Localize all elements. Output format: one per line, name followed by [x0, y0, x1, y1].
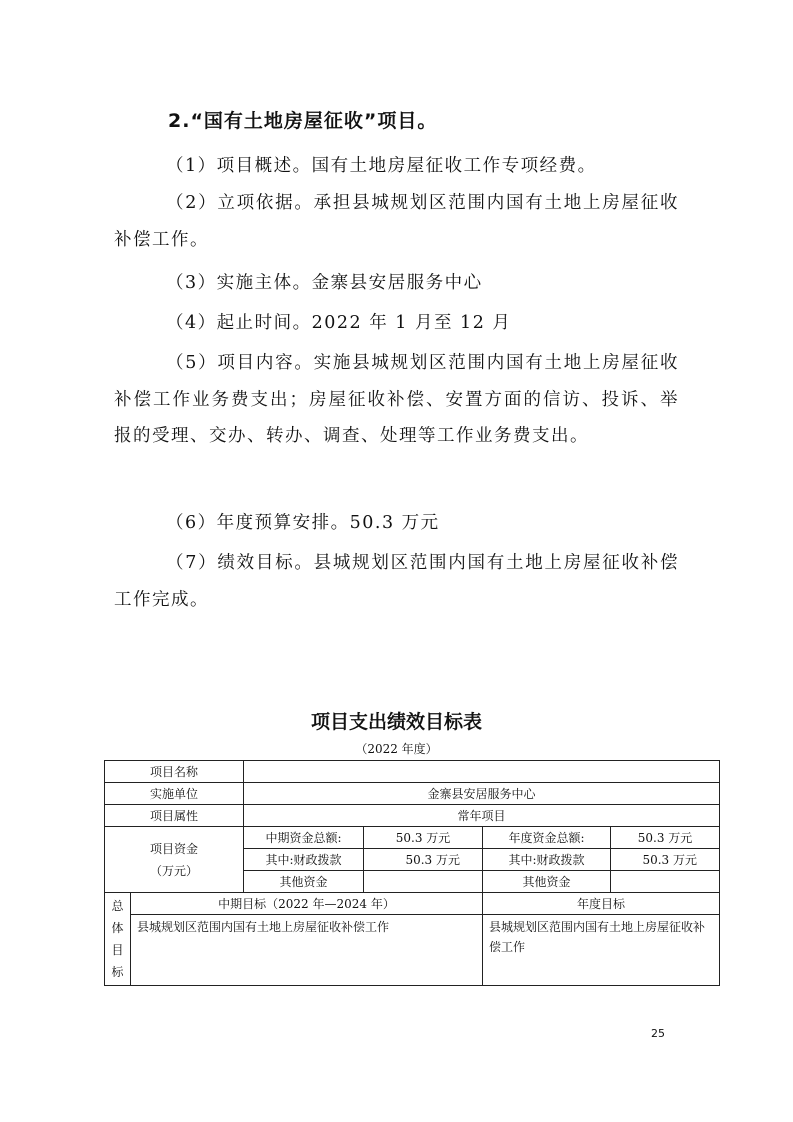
funds-label-line1: 项目资金 — [150, 841, 199, 856]
paragraph-basis: （2）立项依据。承担县城规划区范围内国有土地上房屋征收补偿工作。 — [114, 193, 679, 250]
paragraph-period: （4）起止时间。2022 年 1 月至 12 月 — [166, 313, 512, 333]
mid-other-label: 其他资金 — [244, 871, 364, 893]
paragraph-budget: （6）年度预算安排。50.3 万元 — [166, 513, 440, 533]
annual-total-value: 50.3 万元 — [611, 827, 720, 849]
funds-label — [105, 827, 244, 893]
paragraph-overview: （1）项目概述。国有土地房屋征收工作专项经费。 — [166, 156, 597, 176]
overall-goal-char: 体 — [111, 921, 124, 935]
table-row — [105, 783, 720, 805]
table-title: 项目支出绩效目标表 — [310, 711, 482, 733]
section-heading: 2.“国有土地房屋征收”项目。 — [168, 110, 438, 132]
annual-fiscal-value: 50.3 万元 — [611, 849, 720, 871]
paragraph-subject: （3）实施主体。金寨县安居服务中心 — [166, 273, 483, 293]
funds-label-line2: （万元） — [150, 863, 199, 878]
table-year: （2022 年度） — [355, 742, 438, 756]
mid-goal-header: 中期目标（2022 年—2024 年） — [131, 893, 483, 915]
mid-fiscal-value: 50.3 万元 — [364, 849, 483, 871]
annual-goal-header: 年度目标 — [483, 893, 720, 915]
table-row — [105, 893, 720, 915]
attribute-value: 常年项目 — [244, 805, 720, 827]
performance-target-table — [104, 760, 720, 986]
mid-total-value: 50.3 万元 — [364, 827, 483, 849]
overall-goal-label — [105, 893, 131, 986]
overall-goal-char: 标 — [111, 965, 124, 979]
overall-goal-char: 目 — [111, 943, 124, 957]
table-row — [105, 914, 720, 985]
paragraph-goal: （7）绩效目标。县城规划区范围内国有土地上房屋征收补偿工作完成。 — [114, 553, 679, 610]
mid-total-label: 中期资金总额: — [244, 827, 364, 849]
annual-fiscal-label: 其中:财政拨款 — [483, 849, 611, 871]
unit-label: 实施单位 — [105, 783, 244, 805]
table-row — [105, 827, 720, 849]
attribute-label: 项目属性 — [105, 805, 244, 827]
paragraph-content: （5）项目内容。实施县城规划区范围内国有土地上房屋征收补偿工作业务费支出；房屋征收补偿、安置方面的信访、投诉、举报的受理、交办、转办、调查、处理等工作业务费支出。 — [114, 353, 679, 446]
page-number: 25 — [651, 1027, 665, 1040]
mid-other-value — [364, 871, 483, 893]
annual-other-label: 其他资金 — [483, 871, 611, 893]
table-row — [105, 805, 720, 827]
overall-goal-char: 总 — [111, 899, 124, 913]
mid-goal-text: 县城规划区范围内国有土地上房屋征收补偿工作 — [131, 914, 483, 985]
project-name-label: 项目名称 — [105, 761, 244, 783]
table-row — [105, 761, 720, 783]
mid-fiscal-label: 其中:财政拨款 — [244, 849, 364, 871]
annual-other-value — [611, 871, 720, 893]
unit-value: 金寨县安居服务中心 — [244, 783, 720, 805]
annual-goal-text: 县城规划区范围内国有土地上房屋征收补偿工作 — [483, 914, 720, 985]
project-name-value — [244, 761, 720, 783]
annual-total-label: 年度资金总额: — [483, 827, 611, 849]
